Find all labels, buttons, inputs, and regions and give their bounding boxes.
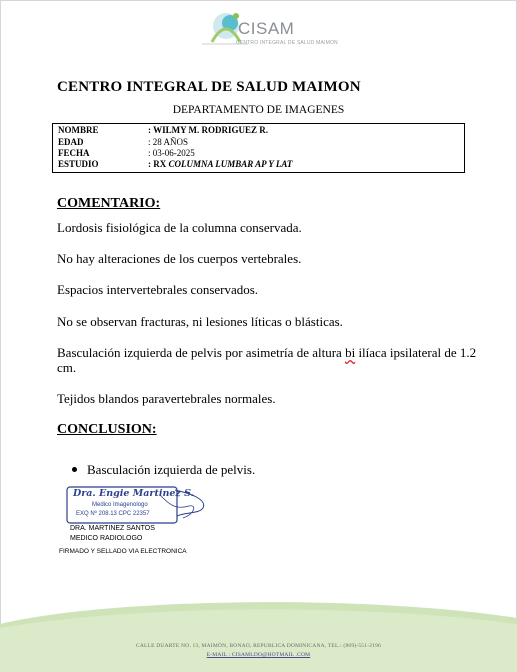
bullet-icon [72,467,77,472]
spellcheck-word: bi [345,345,356,360]
conclusion-heading: CONCLUSION: [57,422,157,437]
study-name: COLUMNA LUMBAR AP Y LAT [168,159,293,169]
age-label: EDAD [58,137,84,147]
date-label: FECHA [58,148,90,158]
logo-subtitle: CENTRO INTEGRAL DE SALUD MAIMON [236,40,338,46]
doctor-name: DRA. MARTINEZ SANTOS [70,525,155,532]
patient-info-box [52,123,465,173]
stamp-ids: EXQ Nº 208.13 CPC 22357 [76,511,150,517]
name-label: NOMBRE [58,125,99,135]
department-heading: DEPARTAMENTO DE IMAGENES [172,104,345,116]
comment-line-5 [57,345,477,375]
study-label: ESTUDIO [58,159,99,169]
comment-line-2: No hay alteraciones de los cuerpos vertebrales. [57,251,302,266]
conclusion-list [72,462,255,478]
doctor-title: MEDICO RADIOLOGO [70,535,143,542]
comment-line-5b: ilíaca ipsilateral de 1.2 cm. [57,345,477,375]
signature-note: FIRMADO Y SELLADO VIA ELECTRONICA [59,548,187,555]
age-value: : 28 AÑOS [148,137,189,147]
comment-line-1: Lordosis fisiológica de la columna conservada. [57,220,302,235]
footer-email-link[interactable]: E-MAIL : CISAMLDO@HOTMAIL .COM [206,652,311,658]
conclusion-item-text: Basculación izquierda de pelvis. [87,462,256,477]
date-value: : 03-06-2025 [148,148,195,158]
footer-address: CALLE DUARTE NO. 13, MAIMÓN, BONAO, REPUBLICA DOMINICANA, TEL.: (809)-551-2196 [135,643,382,649]
comment-line-5a: Basculación izquierda de pelvis por asimetría de altura [57,345,342,360]
page-title: CENTRO INTEGRAL DE SALUD MAIMON [57,79,361,95]
footer-wave-decoration [0,594,517,672]
study-prefix: : RX [148,159,167,169]
logo-name: CISAM [238,19,295,38]
comment-heading: COMENTARIO: [57,196,161,211]
study-value [148,159,292,170]
comment-line-3: Espacios intervertebrales conservados. [57,282,259,297]
comment-line-4: No se observan fracturas, ni lesiones líticas o blásticas. [57,314,343,329]
list-item [72,462,255,478]
name-value: : WILMY M. RODRIGUEZ R. [148,125,269,135]
stamp-title: Medico Imagenologo [92,502,148,508]
comment-line-6: Tejidos blandos paravertebrales normales. [57,391,276,406]
stamp-name: Dra. Engie Martinez S. [73,488,194,499]
